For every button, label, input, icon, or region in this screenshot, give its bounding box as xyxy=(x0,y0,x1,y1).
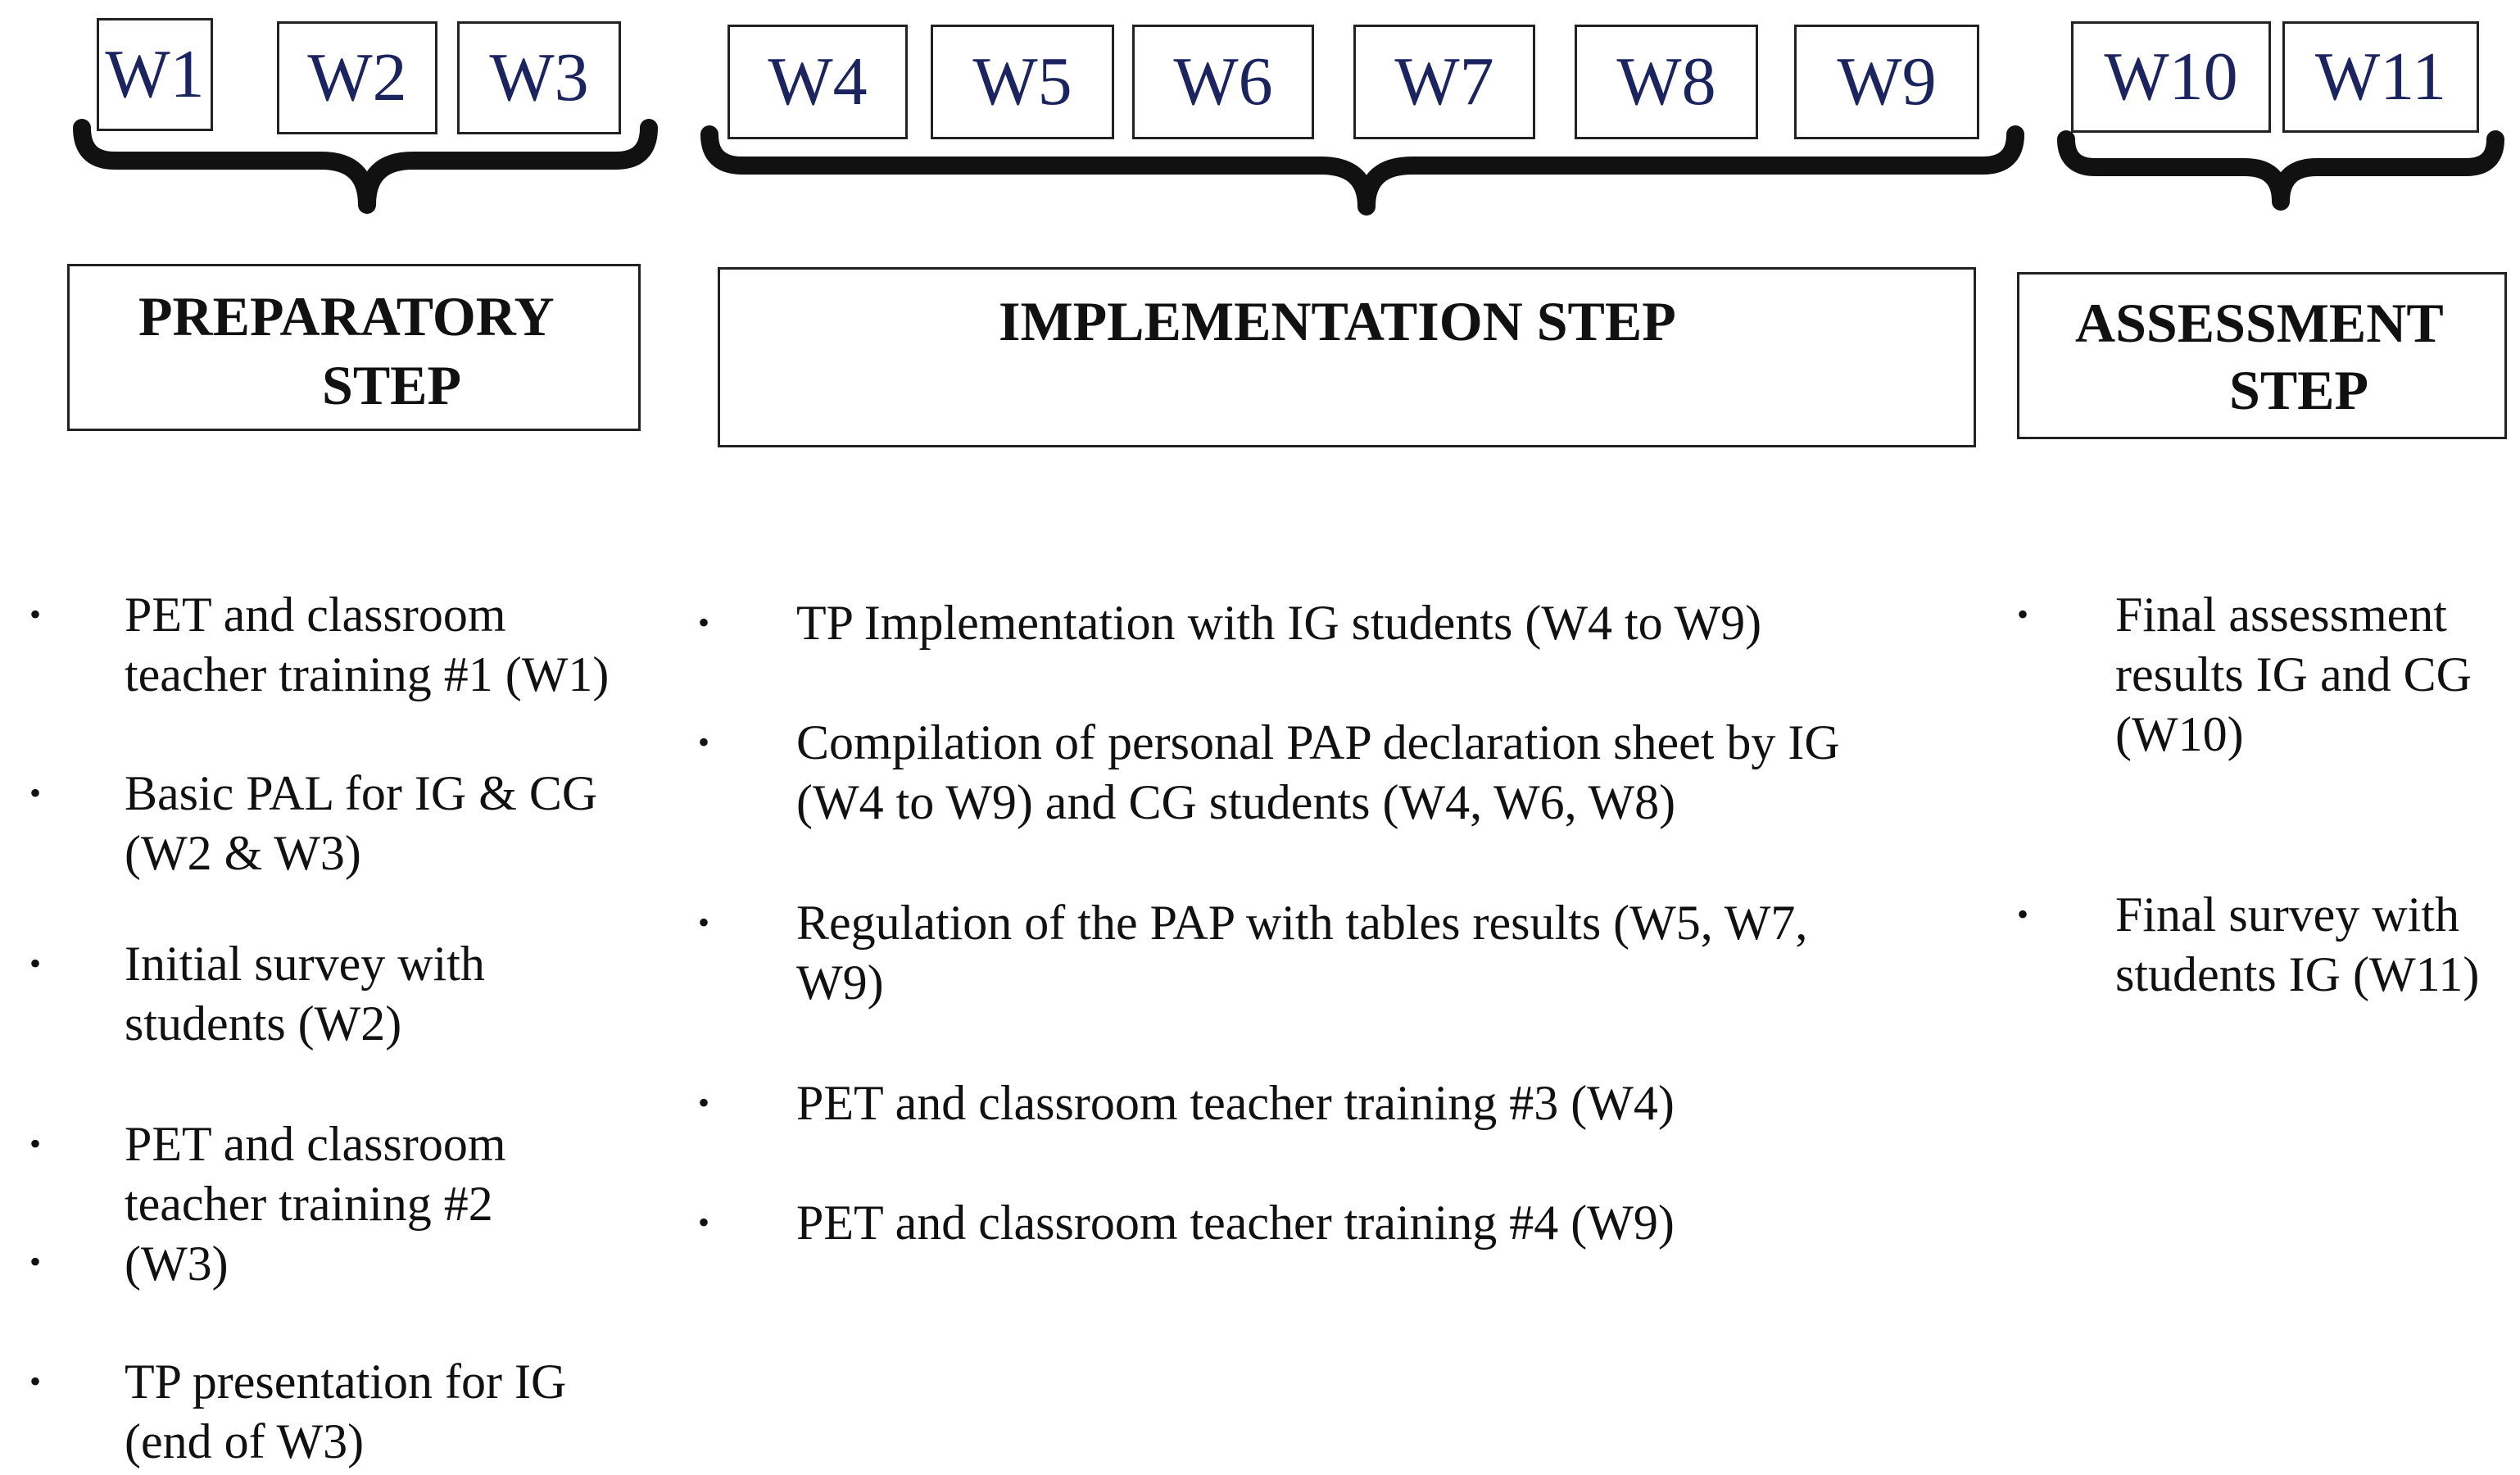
week-label: W3 xyxy=(489,39,589,116)
bullet: • xyxy=(698,1084,710,1121)
bullet: • xyxy=(698,904,710,941)
implementation-step-title: IMPLEMENTATION STEP xyxy=(999,290,1676,352)
week-label: W9 xyxy=(1837,43,1937,120)
preparatory-item-3: Initial survey with students (W2) xyxy=(125,937,485,1051)
assessment-step-title: ASSESSMENT xyxy=(2075,292,2444,354)
preparatory-item-4: PET and classroom teacher training #2 (W3) xyxy=(125,1117,506,1291)
bullet: • xyxy=(2017,596,2029,633)
brace-assessment xyxy=(2066,139,2495,202)
bullet: • xyxy=(29,1243,42,1280)
preparatory-step-box xyxy=(67,264,641,431)
week-label: W8 xyxy=(1616,43,1716,120)
bullet: • xyxy=(2017,896,2029,933)
brace-implementation xyxy=(709,134,2015,206)
implementation-item-3: Regulation of the PAP with tables results (W5, W7, W9) xyxy=(796,896,1808,1010)
preparatory-item-1: PET and classroom teacher training #1 (W1) xyxy=(125,588,610,701)
week-label: W4 xyxy=(768,43,868,120)
bullet: • xyxy=(29,596,42,633)
bullet: • xyxy=(29,945,42,982)
implementation-item-5: PET and classroom teacher training #4 (W9) xyxy=(796,1196,1675,1250)
bullet: • xyxy=(29,1125,42,1162)
preparatory-step-title-line2: STEP xyxy=(322,354,462,416)
week-label: W11 xyxy=(2314,39,2447,115)
week-label: W2 xyxy=(307,39,407,116)
bullet: • xyxy=(29,1363,42,1400)
preparatory-step-title: PREPARATORY xyxy=(138,285,555,347)
week-label: W6 xyxy=(1173,43,1273,120)
assessment-item-2: Final survey with students IG (W11) xyxy=(2115,887,2480,1001)
bullet: • xyxy=(698,1204,710,1241)
implementation-item-4: PET and classroom teacher training #3 (W4) xyxy=(796,1076,1675,1130)
bullet: • xyxy=(698,604,710,641)
assessment-item-1: Final assessment results IG and CG (W10) xyxy=(2115,588,2472,761)
week-label: W1 xyxy=(105,36,205,112)
week-label: W7 xyxy=(1394,43,1494,120)
preparatory-item-5: TP presentation for IG (end of W3) xyxy=(125,1355,567,1468)
assessment-step-title-line2: STEP xyxy=(2229,359,2369,421)
preparatory-item-2: Basic PAL for IG & CG (W2 & W3) xyxy=(125,766,598,880)
week-label: W10 xyxy=(2104,39,2238,115)
assessment-step-box xyxy=(2017,272,2507,439)
bullet: • xyxy=(698,724,710,760)
week-label: W5 xyxy=(972,43,1072,120)
implementation-item-2: Compilation of personal PAP declaration sheet by IG (W4 to W9) and CG students (W4, W6, W8) xyxy=(796,715,1840,829)
bullet: • xyxy=(29,774,42,811)
brace-preparatory xyxy=(82,128,649,205)
implementation-item-1: TP Implementation with IG students (W4 to W9) xyxy=(796,596,1762,650)
implementation-step-box xyxy=(718,267,1976,447)
